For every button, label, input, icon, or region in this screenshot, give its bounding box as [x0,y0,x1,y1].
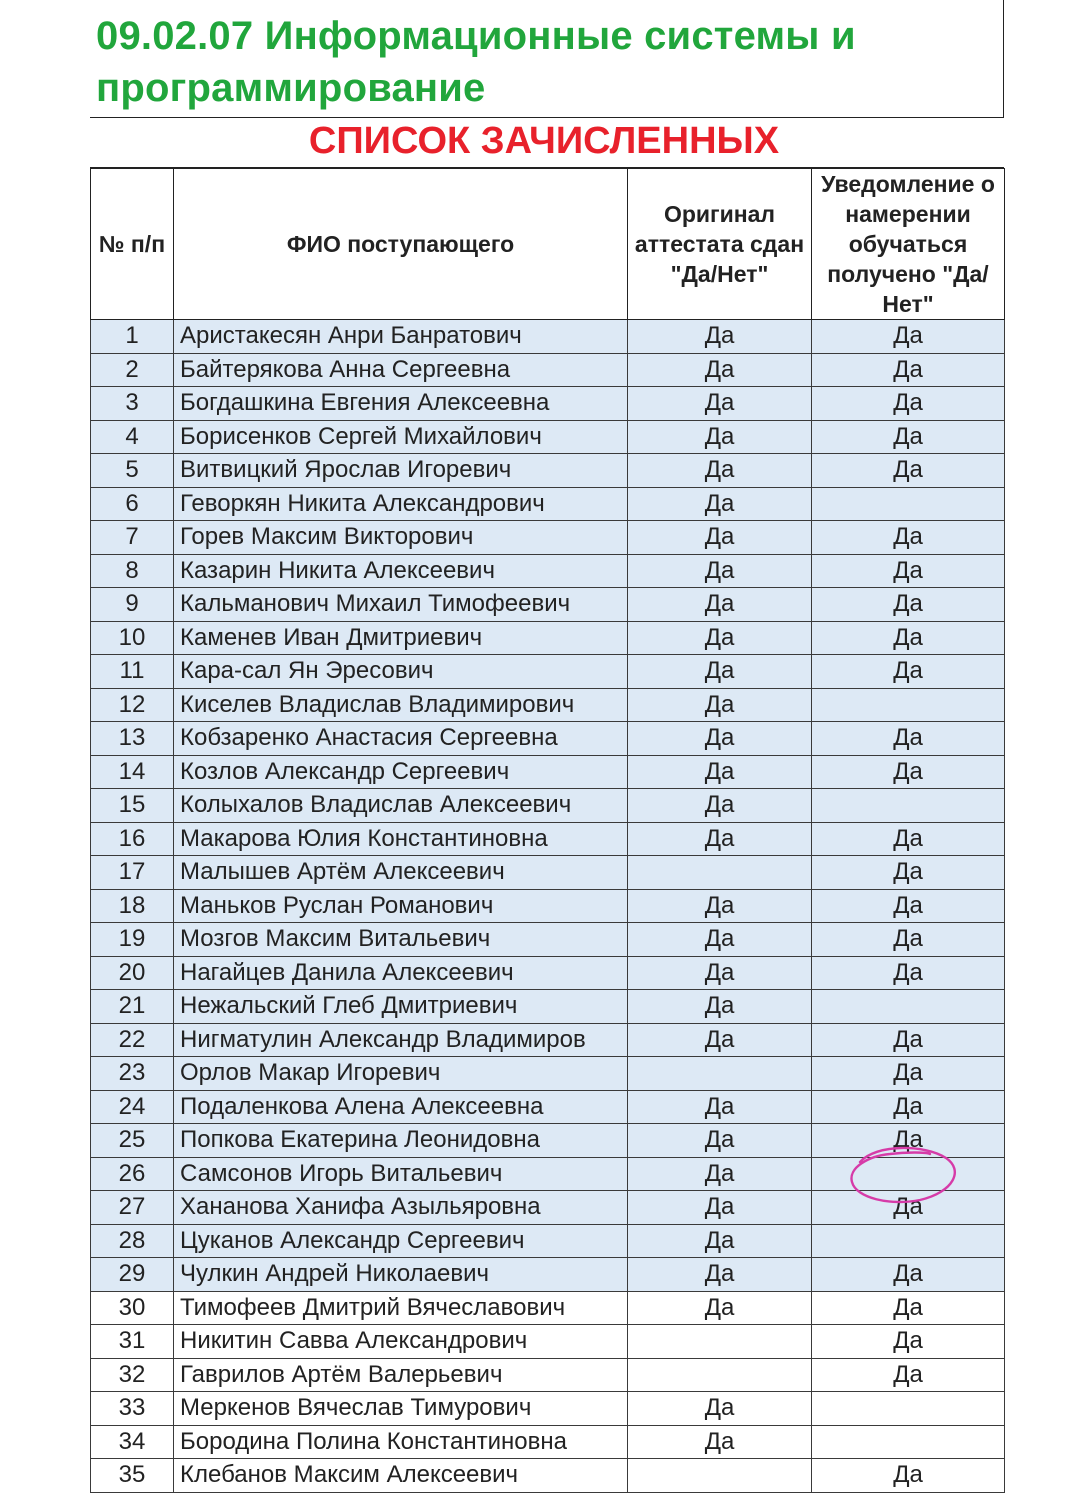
cell-number: 8 [91,554,174,588]
cell-name: Макарова Юлия Константиновна [174,822,628,856]
cell-name: Кара-сал Ян Эресович [174,655,628,689]
table-row [91,1124,1005,1158]
cell-original: Да [628,521,812,555]
cell-name: Аристакесян Анри Банратович [174,320,628,354]
cell-original: Да [628,420,812,454]
cell-number: 12 [91,688,174,722]
cell-notice: Да [812,889,1005,923]
table-row [91,822,1005,856]
cell-number: 17 [91,856,174,890]
cell-number: 2 [91,353,174,387]
cell-original: Да [628,1224,812,1258]
cell-original: Да [628,688,812,722]
cell-notice: Да [812,1090,1005,1124]
cell-original: Да [628,923,812,957]
table-row [91,889,1005,923]
cell-name: Богдашкина Евгения Алексеевна [174,387,628,421]
cell-notice: Да [812,521,1005,555]
cell-original: Да [628,655,812,689]
cell-notice: Да [812,621,1005,655]
cell-name: Борисенков Сергей Михайлович [174,420,628,454]
table-row [91,1157,1005,1191]
cell-name: Горев Максим Викторович [174,521,628,555]
cell-number: 22 [91,1023,174,1057]
cell-original: Да [628,722,812,756]
cell-number: 11 [91,655,174,689]
cell-number: 25 [91,1124,174,1158]
cell-name: Нигматулин Александр Владимиров [174,1023,628,1057]
cell-number: 3 [91,387,174,421]
cell-number: 16 [91,822,174,856]
column-header-number: № п/п [91,169,174,320]
cell-name: Витвицкий Ярослав Игоревич [174,454,628,488]
cell-notice: Да [812,923,1005,957]
table-row [91,1258,1005,1292]
cell-number: 4 [91,420,174,454]
cell-notice: Да [812,822,1005,856]
cell-original: Да [628,1392,812,1426]
cell-number: 19 [91,923,174,957]
cell-notice: Да [812,387,1005,421]
table-row [91,487,1005,521]
cell-notice [812,688,1005,722]
cell-number: 34 [91,1425,174,1459]
cell-original [628,1057,812,1091]
cell-name: Мозгов Максим Витальевич [174,923,628,957]
enrollment-table [90,168,1005,1493]
table-row [91,655,1005,689]
table-row [91,353,1005,387]
cell-number: 5 [91,454,174,488]
enrollment-sheet [90,0,1004,1493]
cell-name: Чулкин Андрей Николаевич [174,1258,628,1292]
table-row [91,588,1005,622]
cell-name: Байтерякова Анна Сергеевна [174,353,628,387]
column-header-original: Оригинал аттестата сдан "Да/Нет" [628,169,812,320]
cell-name: Нежальский Глеб Дмитриевич [174,990,628,1024]
table-row [91,454,1005,488]
cell-original: Да [628,621,812,655]
cell-original [628,1325,812,1359]
cell-name: Гаврилов Артём Валерьевич [174,1358,628,1392]
table-header-row [91,169,1005,320]
cell-original: Да [628,554,812,588]
cell-original [628,1459,812,1493]
cell-original: Да [628,1425,812,1459]
cell-original: Да [628,1023,812,1057]
cell-notice: Да [812,353,1005,387]
cell-name: Нагайцев Данила Алексеевич [174,956,628,990]
cell-original: Да [628,588,812,622]
cell-number: 31 [91,1325,174,1359]
table-row [91,789,1005,823]
cell-original: Да [628,956,812,990]
cell-number: 28 [91,1224,174,1258]
cell-number: 1 [91,320,174,354]
table-row [91,320,1005,354]
cell-number: 29 [91,1258,174,1292]
cell-notice: Да [812,856,1005,890]
cell-name: Козлов Александр Сергеевич [174,755,628,789]
cell-original: Да [628,1258,812,1292]
cell-number: 32 [91,1358,174,1392]
cell-original: Да [628,755,812,789]
table-row [91,1459,1005,1493]
column-header-name: ФИО поступающего [174,169,628,320]
cell-number: 27 [91,1191,174,1225]
cell-notice: Да [812,1258,1005,1292]
cell-original: Да [628,387,812,421]
cell-original: Да [628,789,812,823]
cell-number: 13 [91,722,174,756]
cell-number: 6 [91,487,174,521]
cell-name: Самсонов Игорь Витальевич [174,1157,628,1191]
cell-name: Кальманович Михаил Тимофеевич [174,588,628,622]
cell-original [628,856,812,890]
table-row [91,956,1005,990]
table-body [91,320,1005,1493]
cell-name: Цуканов Александр Сергеевич [174,1224,628,1258]
cell-number: 14 [91,755,174,789]
table-row [91,621,1005,655]
cell-name: Меркенов Вячеслав Тимурович [174,1392,628,1426]
cell-notice [812,789,1005,823]
cell-number: 10 [91,621,174,655]
cell-notice [812,487,1005,521]
cell-original: Да [628,1291,812,1325]
cell-name: Казарин Никита Алексеевич [174,554,628,588]
cell-name: Каменев Иван Дмитриевич [174,621,628,655]
table-row [91,1425,1005,1459]
table-row [91,923,1005,957]
cell-number: 7 [91,521,174,555]
cell-notice: Да [812,454,1005,488]
table-row [91,554,1005,588]
cell-notice: Да [812,420,1005,454]
cell-original: Да [628,1090,812,1124]
cell-name: Орлов Макар Игоревич [174,1057,628,1091]
table-row [91,1325,1005,1359]
cell-original: Да [628,487,812,521]
cell-name: Киселев Владислав Владимирович [174,688,628,722]
table-row [91,722,1005,756]
cell-number: 18 [91,889,174,923]
cell-number: 33 [91,1392,174,1426]
cell-name: Никитин Савва Александрович [174,1325,628,1359]
table-row [91,755,1005,789]
table-row [91,990,1005,1024]
cell-notice: Да [812,722,1005,756]
table-row [91,688,1005,722]
table-row [91,420,1005,454]
table-row [91,1224,1005,1258]
cell-original: Да [628,822,812,856]
cell-notice [812,1425,1005,1459]
cell-original: Да [628,990,812,1024]
cell-notice [812,1224,1005,1258]
cell-number: 23 [91,1057,174,1091]
cell-name: Бородина Полина Константиновна [174,1425,628,1459]
cell-notice [812,1157,1005,1191]
cell-notice: Да [812,655,1005,689]
table-row [91,1358,1005,1392]
cell-number: 15 [91,789,174,823]
table-row [91,856,1005,890]
cell-notice: Да [812,588,1005,622]
cell-number: 35 [91,1459,174,1493]
cell-notice: Да [812,1124,1005,1158]
table-row [91,1057,1005,1091]
cell-number: 21 [91,990,174,1024]
cell-name: Хананова Ханифа Азыльяровна [174,1191,628,1225]
title-block [90,0,1004,118]
cell-name: Кобзаренко Анастасия Сергеевна [174,722,628,756]
cell-number: 30 [91,1291,174,1325]
list-heading: СПИСОК ЗАЧИСЛЕННЫХ [308,120,780,162]
cell-number: 26 [91,1157,174,1191]
table-row [91,387,1005,421]
cell-notice: Да [812,1325,1005,1359]
cell-notice: Да [812,1459,1005,1493]
cell-notice: Да [812,1023,1005,1057]
table-row [91,521,1005,555]
cell-number: 20 [91,956,174,990]
title-line-1: 09.02.07 Информационные системы и [96,14,856,58]
cell-notice: Да [812,1057,1005,1091]
table-row [91,1392,1005,1426]
cell-original: Да [628,454,812,488]
column-header-notice: Уведомление о намерении обучаться получено "Да/ Нет" [812,169,1005,320]
cell-name: Колыхалов Владислав Алексеевич [174,789,628,823]
cell-original [628,1358,812,1392]
cell-notice: Да [812,1191,1005,1225]
cell-name: Малышев Артём Алексеевич [174,856,628,890]
cell-name: Маньков Руслан Романович [174,889,628,923]
title-line-2: программирование [96,66,486,110]
page-title [96,10,856,114]
cell-notice: Да [812,554,1005,588]
table-row [91,1191,1005,1225]
cell-name: Попкова Екатерина Леонидовна [174,1124,628,1158]
cell-notice: Да [812,755,1005,789]
cell-original: Да [628,1124,812,1158]
cell-notice [812,990,1005,1024]
cell-notice: Да [812,956,1005,990]
cell-name: Тимофеев Дмитрий Вячеславович [174,1291,628,1325]
cell-notice: Да [812,320,1005,354]
cell-number: 9 [91,588,174,622]
cell-number: 24 [91,1090,174,1124]
cell-notice: Да [812,1358,1005,1392]
cell-notice [812,1392,1005,1426]
cell-original: Да [628,320,812,354]
cell-original: Да [628,889,812,923]
cell-name: Геворкян Никита Александрович [174,487,628,521]
table-row [91,1090,1005,1124]
table-row [91,1023,1005,1057]
cell-name: Клебанов Максим Алексеевич [174,1459,628,1493]
cell-notice: Да [812,1291,1005,1325]
cell-name: Подаленкова Алена Алексеевна [174,1090,628,1124]
cell-original: Да [628,1157,812,1191]
table-row [91,1291,1005,1325]
cell-original: Да [628,1191,812,1225]
cell-original: Да [628,353,812,387]
